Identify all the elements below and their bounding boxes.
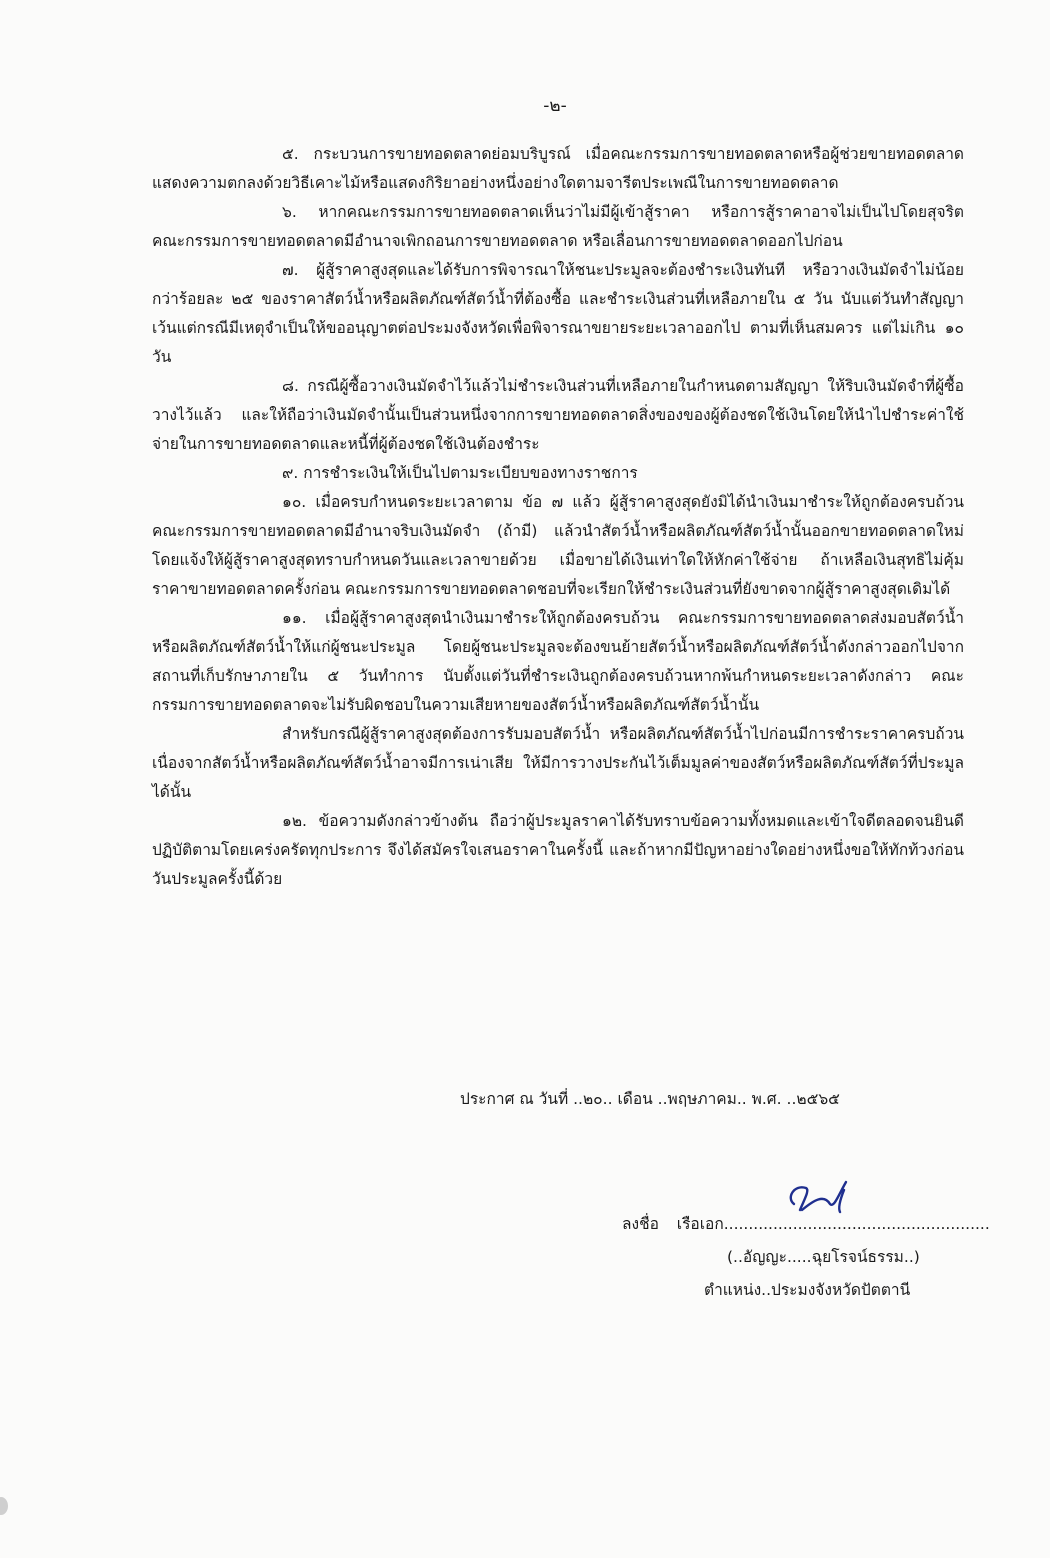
clause-11-note: สำหรับกรณีผู้สู้ราคาสูงสุดต้องการรับมอบสัตว์น้ำ หรือผลิตภัณฑ์สัตว์น้ำไปก่อนมีการชำระราคาครบถ้วน เนื่องจากสัตว์น้ำหรือผลิตภัณฑ์สัตว์น้ำอาจมีการเน่าเสีย ให้มีการวางประกันไว้เต็มมูลค่าของสัตว์หรือผลิตภัณฑ์สัตว์ที่ประมูลได้นั้น xyxy=(152,725,964,801)
clause-6: ๖. หากคณะกรรมการขายทอดตลาดเห็นว่าไม่มีผู้เข้าสู้ราคา หรือการสู้ราคาอาจไม่เป็นไปโดยสุจริต คณะกรรมการขายทอดตลาดมีอำนาจเพิกถอนการขายทอดตลาด หรือเลื่อนการขายทอดตลาดออกไปก่อน xyxy=(152,203,964,250)
clause-5: ๕. กระบวนการขายทอดตลาดย่อมบริบูรณ์ เมื่อคณะกรรมการขายทอดตลาดหรือผู้ช่วยขายทอดตลาดแสดงความตกลงด้วยวิธีเคาะไม้หรือแสดงกิริยาอย่างหนึ่งอย่างใดตามจารีตประเพณีในการขายทอดตลาด xyxy=(152,145,964,192)
clause-11: ๑๑. เมื่อผู้สู้ราคาสูงสุดนำเงินมาชำระให้ถูกต้องครบถ้วน คณะกรรมการขายทอดตลาดส่งมอบสัตว์น้ำหรือผลิตภัณฑ์สัตว์น้ำให้แก่ผู้ชนะประมูล โดยผู้ชนะประมูลจะต้องขนย้ายสัตว์น้ำหรือผลิตภัณฑ์สัตว์น้ำดังกล่าวออกไปจากสถานที่เก็บรักษาภายใน ๕ วันทำการ นับตั้งแต่วันที่ชำระเงินถูกต้องครบถ้วนหากพ้นกำหนดระยะเวลาดังกล่าว คณะกรรมการขายทอดตลาดจะไม่รับผิดชอบในความเสียหายของสัตว์น้ำหรือผลิตภัณฑ์สัตว์น้ำนั้น xyxy=(152,609,964,714)
date-month: พฤษภาคม xyxy=(667,1090,737,1108)
date-prefix: ประกาศ ณ วันที่ xyxy=(460,1090,569,1108)
signer-name: อัญญะ.....ฉุยโรจน์ธรรม xyxy=(742,1248,904,1266)
page-number: -๒- xyxy=(543,96,567,116)
signer-name-line: (..อัญญะ.....ฉุยโรจน์ธรรม..) xyxy=(727,1248,920,1266)
signature-line: ลงชื่อ เรือเอก...................................................... xyxy=(622,1215,990,1233)
clause-10: ๑๐. เมื่อครบกำหนดระยะเวลาตาม ข้อ ๗ แล้ว ผู้สู้ราคาสูงสุดยังมิได้นำเงินมาชำระให้ถูกต้องครบถ้วน คณะกรรมการขายทอดตลาดมีอำนาจริบเงินมัดจำ (ถ้ามี) แล้วนำสัตว์น้ำหรือผลิตภัณฑ์สัตว์น้ำนั้นออกขายทอดตลาดใหม่โดยแจ้งให้ผู้สู้ราคาสูงสุดทราบกำหนดวันและเวลาขายด้วย เมื่อขายได้เงินเท่าใดให้หักค่าใช้จ่าย ถ้าเหลือเงินสุทธิไม่คุ้มราคาขายทอดตลาดครั้งก่อน คณะกรรมการขายทอดตลาดชอบที่จะเรียกให้ชำระเงินส่วนที่ยังขาดจากผู้สู้ราคาสูงสุดเดิมได้ xyxy=(152,493,964,598)
clause-12: ๑๒. ข้อความดังกล่าวข้างต้น ถือว่าผู้ประมูลราคาได้รับทราบข้อความทั้งหมดและเข้าใจดีตลอดจนยินดีปฏิบัติตามโดยเคร่งครัดทุกประการ จึงได้สมัครใจเสนอราคาในครั้งนี้ และถ้าหากมีปัญหาอย่างใดอย่างหนึ่งขอให้ทักท้วงก่อนวันประมูลครั้งนี้ด้วย xyxy=(152,812,964,888)
signer-position: ประมงจังหวัดปัตตานี xyxy=(771,1281,911,1299)
date-month-label: เดือน xyxy=(617,1090,653,1108)
clause-8: ๘. กรณีผู้ซื้อวางเงินมัดจำไว้แล้วไม่ชำระเงินส่วนที่เหลือภายในกำหนดตามสัญญา ให้ริบเงินมัดจำที่ผู้ซื้อวางไว้แล้ว และให้ถือว่าเงินมัดจำนั้นเป็นส่วนหนึ่งจากการขายทอดตลาดสิ่งของของผู้ต้องชดใช้เงินโดยให้นำไปชำระค่าใช้จ่ายในการขายทอดตลาดและหนี้ที่ผู้ต้องชดใช้เงินต้องชำระ xyxy=(152,377,964,453)
date-year-label: พ.ศ. xyxy=(751,1090,782,1108)
date-day: ๒๐ xyxy=(582,1090,603,1108)
sign-label: ลงชื่อ xyxy=(622,1215,659,1233)
date-year: ๒๕๖๕ xyxy=(796,1090,840,1108)
signer-position-line: ตำแหน่ง..ประมงจังหวัดปัตตานี xyxy=(704,1281,911,1299)
scroll-edge-indicator xyxy=(0,1497,8,1515)
clause-9: ๙. การชำระเงินให้เป็นไปตามระเบียบของทางราชการ xyxy=(282,464,638,482)
announcement-date-line: ประกาศ ณ วันที่ ..๒๐.. เดือน ..พฤษภาคม.. พ.ศ. ..๒๕๖๕ xyxy=(460,1090,840,1108)
signer-rank: เรือเอก xyxy=(676,1215,724,1233)
announcement-body xyxy=(152,140,964,894)
position-label: ตำแหน่ง xyxy=(704,1281,762,1299)
clause-7: ๗. ผู้สู้ราคาสูงสุดและได้รับการพิจารณาให้ชนะประมูลจะต้องชำระเงินทันที หรือวางเงินมัดจำไม่น้อยกว่าร้อยละ ๒๕ ของราคาสัตว์น้ำหรือผลิตภัณฑ์สัตว์น้ำที่ต้องซื้อ และชำระเงินส่วนที่เหลือภายใน ๕ วัน นับแต่วันทำสัญญา เว้นแต่กรณีมีเหตุจำเป็นให้ขออนุญาตต่อประมงจังหวัดเพื่อพิจารณาขยายระยะเวลาออกไป ตามที่เห็นสมควร แต่ไม่เกิน ๑๐ วัน xyxy=(152,261,964,366)
